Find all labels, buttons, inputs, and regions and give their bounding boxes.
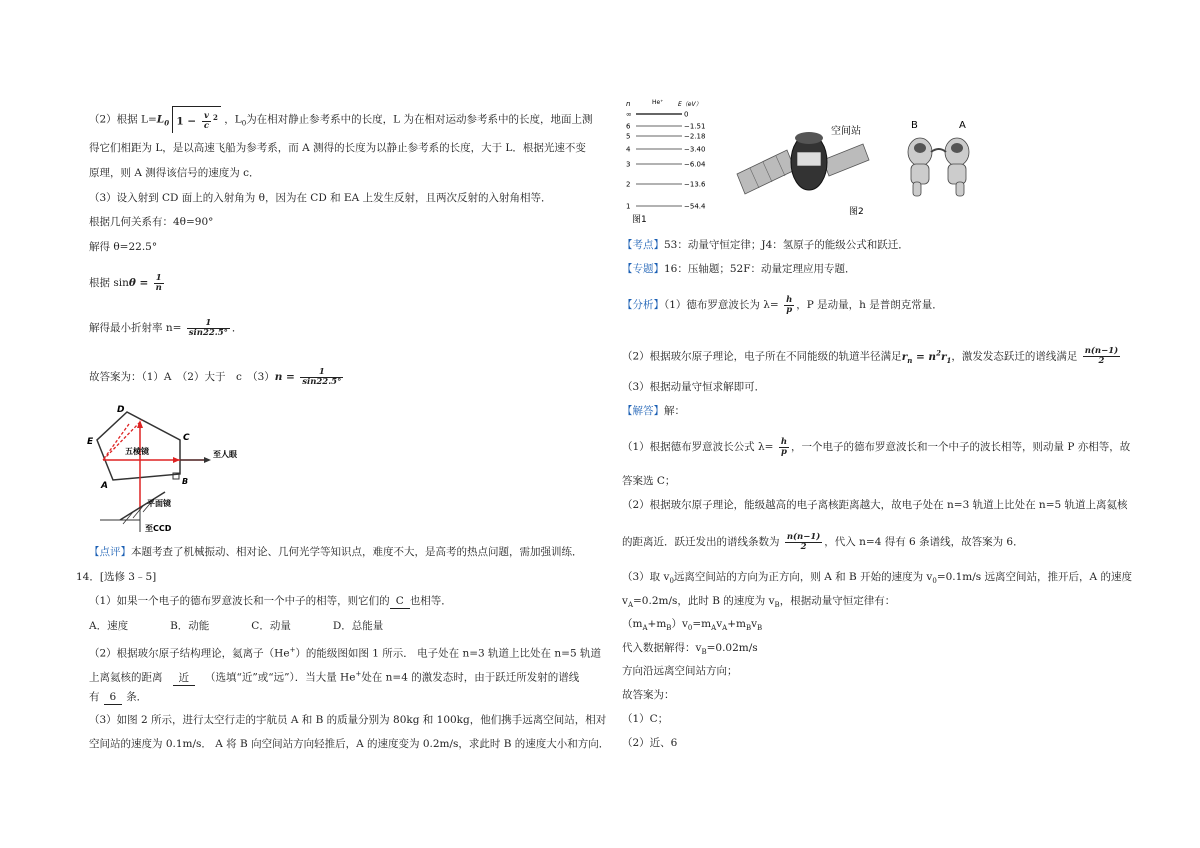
energy-level bbox=[626, 123, 705, 131]
energy-level-n: 1 bbox=[626, 202, 631, 211]
kaodian-tag: 【考点】 bbox=[622, 239, 664, 251]
fig1-he: He⁺ bbox=[652, 99, 664, 106]
text-line: 方向沿远离空间站方向； bbox=[622, 665, 738, 677]
energy-level-n: ∞ bbox=[626, 110, 632, 119]
kaodian-line: 【考点】53：动量守恒定律；J4：氢原子的能级公式和跃迁． bbox=[622, 239, 909, 251]
text-line: 故答案为：（1）A （2）大于 c （3）n = $\frac{1}{\sin 22.5^\circ}$ bbox=[89, 366, 342, 387]
text-line: 根据 sinθ = $\frac{1}{n}$ bbox=[89, 272, 162, 293]
label-B-astronaut: B bbox=[911, 120, 918, 131]
text-line: （3）取 $v_0$远离空间站的方向为正方向，则 A 和 B 开始的速度为 $v_0=0.1m/s$ 远离空间站，推开后，A 的速度 bbox=[622, 571, 1132, 586]
energy-level-e: 0 bbox=[684, 110, 689, 119]
comment-tag: 【点评】 bbox=[89, 546, 131, 558]
text-line: 根据几何关系有：4θ=90° bbox=[89, 216, 214, 228]
text-line: 答案选 C； bbox=[622, 475, 676, 487]
question-number: 14．[选修 3﹣5] bbox=[76, 571, 157, 583]
text-line: （1）根据德布罗意波长公式 λ= $\frac{h}{p}$ ，一个电子的德布罗意波长和一个中子的波长相等，则动量 P 亦相等，故 bbox=[622, 436, 1131, 457]
fig1-e-header: E（eV） bbox=[678, 101, 702, 108]
energy-level-e: −54.4 bbox=[684, 202, 706, 211]
energy-level bbox=[626, 203, 706, 211]
answer-blank: 近 bbox=[173, 671, 196, 686]
energy-level-e: −3.40 bbox=[684, 145, 706, 154]
jieda-line: 【解答】解： bbox=[622, 405, 685, 417]
fig1-n-header: n bbox=[626, 100, 631, 108]
label-mirror: 平面镜 bbox=[147, 499, 171, 508]
energy-level-n: 3 bbox=[626, 160, 631, 169]
pentaprism-figure bbox=[85, 402, 250, 535]
zhuanti-line: 【专题】16：压轴题；52F：动量定理应用专题． bbox=[622, 263, 856, 275]
solar-panel-right bbox=[823, 144, 869, 176]
answer-heading: 故答案为： bbox=[622, 689, 675, 701]
energy-level bbox=[626, 181, 706, 189]
energy-level-e: −6.04 bbox=[684, 160, 706, 169]
label-B: B bbox=[182, 477, 189, 486]
text-line: 原理，则 A 测得该信号的速度为 c． bbox=[89, 167, 260, 179]
text-line: （2）根据玻尔原子理论，电子所在不同能级的轨道半径满足$r_n = n^2r_1$，激发发态跃迁的谱线满足 $\frac{n(n-1)}{2}$ bbox=[622, 346, 1119, 366]
text-line: 解得 θ=22.5° bbox=[89, 241, 158, 253]
astronaut-B bbox=[908, 138, 932, 196]
energy-level bbox=[626, 111, 688, 119]
fraction: $\frac{n(n-1)}{2}$ bbox=[786, 531, 821, 552]
text-line: （3）根据动量守恒求解即可． bbox=[622, 381, 766, 393]
energy-level-n: 5 bbox=[626, 132, 631, 141]
text-line: （2）根据玻尔原子理论，能级越高的电子离核距离越大，故电子处在 n=3 轨道上比处在 n=5 轨道上离氦核 bbox=[622, 499, 1128, 511]
question-part-2: （2）根据玻尔原子结构理论，氦离子（He+）的能级图如图 1 所示． 电子处在 n=3 轨道上比处在 n=5 轨道 bbox=[89, 646, 601, 660]
right-column bbox=[600, 0, 1200, 848]
text-line: 上离氦核的距离 近 （选填“近”或“远”）．当大量 He+处在 n=4 的激发态时，由于跃迁所发射的谱线 bbox=[89, 670, 580, 684]
text-line: 空间站的速度为 0.1m/s． A 将 B 向空间站方向轻推后，A 的速度变为 0.2m/s，求此时 B 的速度大小和方向． bbox=[89, 738, 610, 750]
fraction: $\frac{h}{p}$ bbox=[786, 294, 793, 315]
fraction: $\frac{h}{p}$ bbox=[780, 436, 788, 457]
comment-line: 【点评】本题考查了机械振动、相对论、几何光学等知识点，难度不大，是高考的热点问题，需加强训练． bbox=[89, 546, 583, 558]
options-line: A．速度 B．动能 C．动量 D．总能量 bbox=[89, 620, 384, 632]
label-eye: 至人眼 bbox=[213, 450, 237, 459]
equation-line: $(m_A+m_B)v_0=m_Av_A+m_Bv_B$ bbox=[622, 618, 763, 633]
label-A: A bbox=[101, 481, 108, 491]
fraction: $\frac{1}{n}$ bbox=[155, 272, 162, 293]
label-station: 空间站 bbox=[831, 126, 861, 137]
label-D: D bbox=[117, 405, 125, 415]
text-line: （3）设入射到 CD 面上的入射角为 θ，因为在 CD 和 EA 上发生反射，且两次反射的入射角相等． bbox=[89, 192, 552, 204]
label-ccd: 至CCD bbox=[145, 524, 172, 533]
answer-blank: 6 bbox=[104, 690, 123, 705]
energy-level bbox=[626, 146, 705, 154]
energy-level-n: 4 bbox=[626, 145, 631, 154]
fenxi-tag: 【分析】 bbox=[622, 299, 664, 311]
label-prism: 五棱镜 bbox=[125, 447, 149, 456]
fraction: $\frac{1}{\sin 22.5^\circ}$ bbox=[188, 317, 228, 338]
fig1-caption: 图1 bbox=[632, 215, 647, 225]
text-line: 有 6 条． bbox=[89, 691, 148, 703]
question-part-3: （3）如图 2 所示，进行太空行走的宇航员 A 和 B 的质量分别为 80kg 和 100kg，他们携手远离空间站，相对 bbox=[89, 714, 607, 726]
solar-panel-left bbox=[737, 150, 795, 194]
label-A-astronaut: A bbox=[959, 120, 966, 131]
zhuanti-tag: 【专题】 bbox=[622, 263, 664, 275]
sqrt-expression: 1 − $\frac{v}{c}$ $^2$ bbox=[172, 106, 220, 133]
answer-2: （2）近、6 bbox=[622, 737, 678, 749]
figure-1-energy-levels bbox=[622, 98, 717, 228]
answer-1: （1）C； bbox=[622, 713, 669, 725]
label-C: C bbox=[183, 433, 190, 443]
text-line: 得它们相距为 L，是以高速飞船为参考系，而 A 测得的长度为以静止参考系的长度，大于 L．根据光速不变 bbox=[89, 142, 586, 154]
energy-level-n: 6 bbox=[626, 122, 631, 131]
answer-blank: C bbox=[390, 594, 410, 609]
text-line: 解得最小折射率 n= $\frac{1}{\sin 22.5^\circ}$ ． bbox=[89, 317, 243, 338]
text-line: 的距离近．跃迁发出的谱线条数为 $\frac{n(n-1)}{2}$ ，代入 n=4 得有 6 条谱线，故答案为 6． bbox=[622, 531, 1024, 552]
fig2-caption: 图2 bbox=[849, 207, 864, 217]
pentaprism-shape bbox=[97, 412, 180, 480]
jieda-tag: 【解答】 bbox=[622, 405, 664, 417]
text-line: （2）根据 $L=L_0$ 1 − $\frac{v}{c}$ $^2$ ，$L_0$为在相对静止参考系中的长度，L 为在相对运动参考系中的长度，地面上测 bbox=[89, 106, 593, 134]
fenxi-line: 【分析】（1）德布罗意波长为 λ= $\frac{h}{p}$ ，P 是动量，h 是普朗克常量． bbox=[622, 294, 943, 315]
astronaut-A bbox=[945, 138, 969, 196]
energy-level-e: −1.51 bbox=[684, 122, 706, 131]
question-part-1: （1）如果一个电子的德布罗意波长和一个中子的相等，则它们的 C 也相等． bbox=[89, 595, 452, 607]
text-line: 代入数据解得：$v_B=0.02m/s$ bbox=[622, 642, 758, 657]
fraction: $\frac{v}{c}$ bbox=[203, 111, 210, 131]
energy-level-e: −13.6 bbox=[684, 180, 706, 189]
fraction: $\frac{1}{\sin 22.5^\circ}$ bbox=[302, 366, 342, 387]
energy-level-n: 2 bbox=[626, 180, 631, 189]
energy-level bbox=[626, 161, 706, 169]
energy-level-e: −2.18 bbox=[684, 132, 706, 141]
figure-2-space bbox=[735, 112, 1000, 220]
text-line: $v_A=0.2m/s$，此时 B 的速度为 $v_B$，根据动量守恒定律有： bbox=[622, 595, 896, 610]
energy-level bbox=[626, 133, 705, 141]
fraction: $\frac{n(n-1)}{2}$ bbox=[1084, 346, 1119, 366]
label-E: E bbox=[87, 437, 94, 447]
